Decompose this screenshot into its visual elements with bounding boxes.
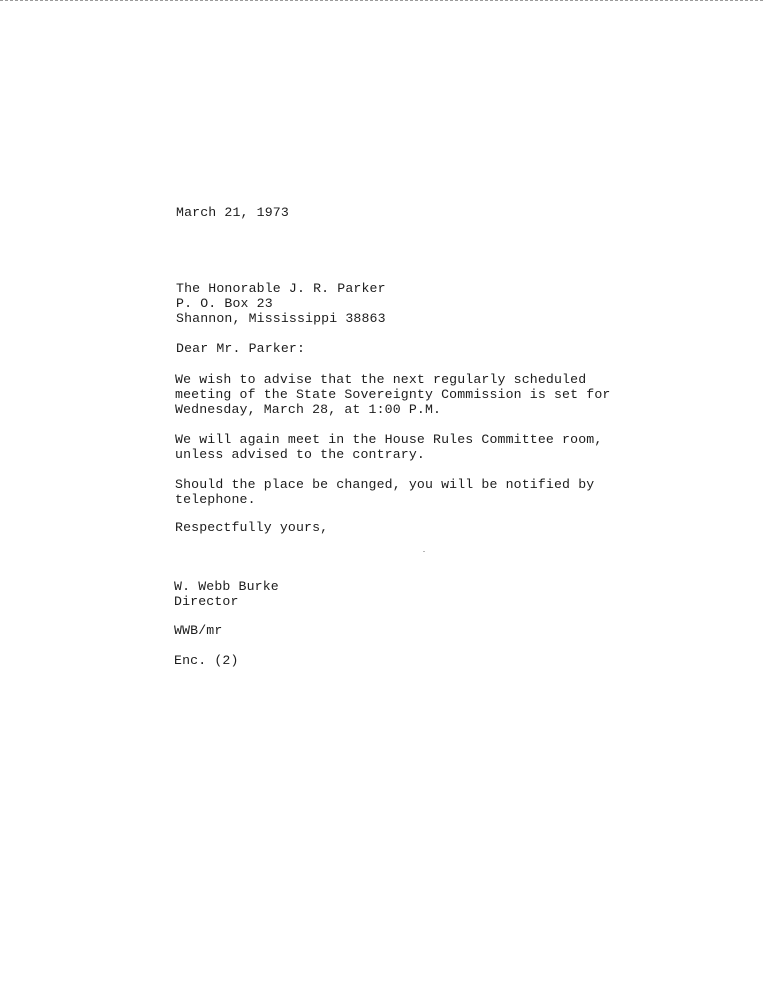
- body-paragraph-3: [175, 477, 594, 507]
- closing: Respectfully yours,: [175, 520, 329, 535]
- signature-block: [174, 579, 279, 609]
- recipient-address-line-1: P. O. Box 23: [176, 296, 273, 311]
- signer-title: Director: [174, 594, 239, 609]
- body-paragraph-1-line-2: meeting of the State Sovereignty Commission is set for: [175, 387, 611, 402]
- enclosure-note: Enc. (2): [174, 653, 239, 668]
- signer-name: W. Webb Burke: [174, 579, 279, 594]
- typist-initials: WWB/mr: [174, 623, 223, 638]
- salutation: Dear Mr. Parker:: [176, 341, 306, 356]
- recipient-address-line-2: Shannon, Mississippi 38863: [176, 311, 386, 326]
- body-paragraph-2-line-1: We will again meet in the House Rules Committee room,: [175, 432, 603, 447]
- recipient-address: [176, 281, 386, 326]
- paper-speck: [423, 551, 425, 552]
- body-paragraph-1-line-3: Wednesday, March 28, at 1:00 P.M.: [175, 402, 442, 417]
- letter-date: March 21, 1973: [176, 205, 289, 220]
- body-paragraph-1-line-1: We wish to advise that the next regularly scheduled: [175, 372, 587, 387]
- body-paragraph-3-line-1: Should the place be changed, you will be notified by: [175, 477, 595, 492]
- body-paragraph-3-line-2: telephone.: [175, 492, 256, 507]
- page-top-edge: [0, 0, 763, 1]
- body-paragraph-1: [175, 372, 610, 417]
- recipient-name: The Honorable J. R. Parker: [176, 281, 386, 296]
- body-paragraph-2: [175, 432, 602, 462]
- body-paragraph-2-line-2: unless advised to the contrary.: [175, 447, 425, 462]
